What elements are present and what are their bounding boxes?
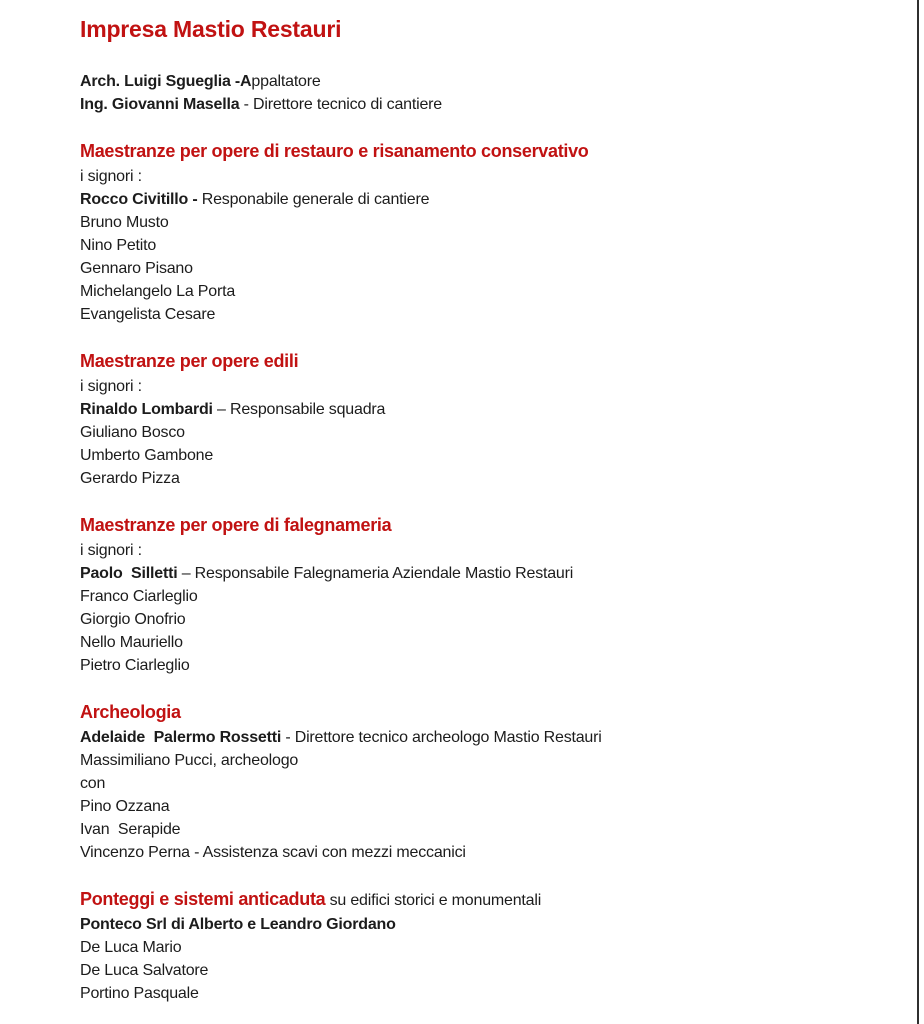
person-role: - Direttore tecnico di cantiere [239,96,442,113]
person-role: Portino Pasquale [80,985,199,1002]
person-line [80,841,834,864]
page-title: Impresa Mastio Restauri [80,16,342,42]
person-name: Rinaldo Lombardi [80,401,213,418]
person-role: Pino Ozzana [80,798,170,815]
person-name: Ponteco Srl di Alberto e Leandro Giordano [80,916,396,933]
person-line [80,165,834,188]
person-role: – Responsabile squadra [212,401,386,418]
person-role: i signori : [80,168,142,185]
person-role: Ivan Serapide [80,821,181,838]
person-role: Massimiliano Pucci, archeologo [80,752,299,769]
person-name: Arch. Luigi Sgueglia -A [80,73,252,90]
person-line [80,562,834,585]
person-role: – Responsabile Falegnameria Aziendale Mastio Restauri [177,565,574,582]
person-line [80,444,834,467]
person-role: Bruno Musto [80,214,169,231]
person-line [80,257,834,280]
person-role: Gerardo Pizza [80,470,180,487]
person-role: Nello Mauriello [80,634,183,651]
person-line [80,93,834,116]
person-line [80,539,834,562]
person-role: Vincenzo Perna - Assistenza scavi con mezzi meccanici [80,844,466,861]
section-heading-text: Archeologia [80,702,181,722]
person-role: - Direttore tecnico archeologo Mastio Restauri [281,729,602,746]
section-maestranze-falegnameria [80,513,834,677]
person-role: De Luca Salvatore [80,962,209,979]
person-role: i signori : [80,542,142,559]
section-heading-text: Ponteggi e sistemi anticaduta [80,889,326,909]
person-line [80,726,834,749]
person-name: Rocco Civitillo - [80,191,198,208]
person-line [80,913,834,936]
person-role: De Luca Mario [80,939,182,956]
section-heading-suffix: su edifici storici e monumentali [325,892,542,909]
intro-block [80,70,834,116]
section-heading [80,700,834,726]
section-maestranze-edili [80,349,834,490]
section-heading-text: Maestranze per opere di restauro e risanamento conservativo [80,141,589,161]
person-role: Gennaro Pisano [80,260,193,277]
person-role: Giorgio Onofrio [80,611,186,628]
section-heading [80,513,834,539]
person-role: Umberto Gambone [80,447,214,464]
person-line [80,772,834,795]
person-line [80,585,834,608]
person-role: Michelangelo La Porta [80,283,236,300]
person-line [80,749,834,772]
person-line [80,936,834,959]
person-role: con [80,775,106,792]
person-line [80,608,834,631]
person-line [80,375,834,398]
person-role: ppaltatore [251,73,321,90]
section-heading-text: Maestranze per opere di falegnameria [80,515,392,535]
person-line [80,959,834,982]
person-role: Giuliano Bosco [80,424,185,441]
person-name: Ing. Giovanni Masella [80,96,240,113]
person-line [80,654,834,677]
section-archeologia [80,700,834,864]
section-maestranze-restauro [80,139,834,326]
person-role: Responabile generale di cantiere [197,191,430,208]
person-line [80,795,834,818]
section-heading [80,349,834,375]
person-line [80,467,834,490]
person-line [80,631,834,654]
person-role: i signori : [80,378,142,395]
person-role: Evangelista Cesare [80,306,216,323]
person-line [80,70,834,93]
person-line [80,818,834,841]
person-line [80,188,834,211]
person-name: Adelaide Palermo Rossetti [80,729,282,746]
section-heading [80,887,834,913]
person-role: Franco Ciarleglio [80,588,198,605]
person-line [80,982,834,1005]
person-role: Nino Petito [80,237,157,254]
person-line [80,421,834,444]
person-line [80,280,834,303]
section-heading-text: Maestranze per opere edili [80,351,299,371]
person-line [80,234,834,257]
page-edge-line [917,0,919,1024]
person-line [80,211,834,234]
person-line [80,303,834,326]
person-line [80,398,834,421]
person-role: Pietro Ciarleglio [80,657,190,674]
section-ponteggi [80,887,834,1005]
person-name: Paolo Silletti [80,565,178,582]
section-heading [80,139,834,165]
